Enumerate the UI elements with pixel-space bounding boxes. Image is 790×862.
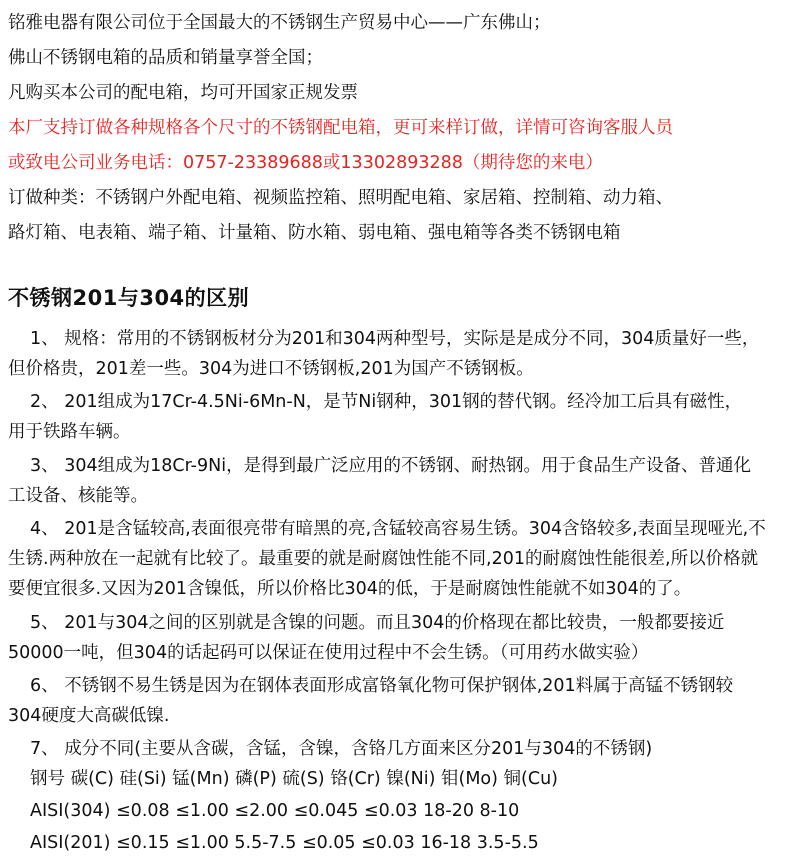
point-7-line-1: 7、 成分不同(主要从含碳，含锰，含镍，含铬几方面来区分201与304的不锈钢) [30,739,653,759]
point-3-line-2: 工设备、核能等。 [8,486,148,506]
composition-row-201: AISI(201) ≤0.15 ≤1.00 5.5-7.5 ≤0.05 ≤0.03 16-18 3.5-5.5 [30,833,539,853]
point-5-line-1: 5、 201与304之间的区别就是含镍的问题。而且304的价格现在都比较贵，一般都要接近 [30,613,725,633]
custom-order-notice: 本厂支持订做各种规格各个尺寸的不锈钢配电箱，更可来样订做，详情可咨询客服人员 [8,118,673,138]
point-2-line-2: 用于铁路车辆。 [8,422,131,442]
point-5-line-2: 50000一吨，但304的话起码可以保证在使用过程中不会生锈。（可用药水做实验） [8,643,649,663]
section-heading: 不锈钢201与304的区别 [8,286,250,310]
composition-table-header: 钢号 碳(C) 硅(Si) 锰(Mn) 磷(P) 硫(S) 铬(Cr) 镍(Ni) 钼(Mo) 铜(Cu) [30,769,558,789]
point-2-line-1: 2、 201组成为17Cr-4.5Ni-6Mn-N，是节Ni钢种，301钢的替代钢。经冷加工后具有磁性， [30,392,743,412]
intro-company-line: 铭雅电器有限公司位于全国最大的不锈钢生产贸易中心——广东佛山； [8,13,551,33]
product-types-line-2: 路灯箱、电表箱、端子箱、计量箱、防水箱、弱电箱、强电箱等各类不锈钢电箱 [8,223,621,243]
point-4-line-1: 4、 201是含锰较高,表面很亮带有暗黑的亮,含锰较高容易生锈。304含铬较多,表面呈现哑光,不 [30,519,766,539]
intro-quality-line: 佛山不锈钢电箱的品质和销量享誉全国； [8,48,323,68]
point-6-line-2: 304硬度大高碳低镍. [8,706,170,726]
composition-row-304: AISI(304) ≤0.08 ≤1.00 ≤2.00 ≤0.045 ≤0.03 18-20 8-10 [30,801,520,821]
point-3-line-1: 3、 304组成为18Cr-9Ni，是得到最广泛应用的不锈钢、耐热钢。用于食品生产设备、普通化 [30,456,752,476]
point-6-line-1: 6、 不锈钢不易生锈是因为在钢体表面形成富铬氧化物可保护钢体,201料属于高锰不锈钢较 [30,676,734,696]
product-types-line-1: 订做种类：不锈钢户外配电箱、视频监控箱、照明配电箱、家居箱、控制箱、动力箱、 [8,188,673,208]
intro-invoice-line: 凡购买本公司的配电箱，均可开国家正规发票 [8,83,358,103]
contact-phone-line: 或致电公司业务电话：0757-23389688或13302893288（期待您的来电） [8,153,603,173]
point-4-line-2: 生锈.两种放在一起就有比较了。最重要的就是耐腐蚀性能不同,201的耐腐蚀性能很差,所以价格就 [8,549,759,569]
point-4-line-3: 要便宜很多.又因为201含镍低，所以价格比304的低，于是耐腐蚀性能就不如304的了。 [8,579,692,599]
point-1-line-2: 但价格贵，201差一些。304为进口不锈钢板,201为国产不锈钢板。 [8,359,534,379]
point-1-line-1: 1、 规格：常用的不锈钢板材分为201和304两种型号，实际是是成分不同，304质量好一些， [30,329,760,349]
